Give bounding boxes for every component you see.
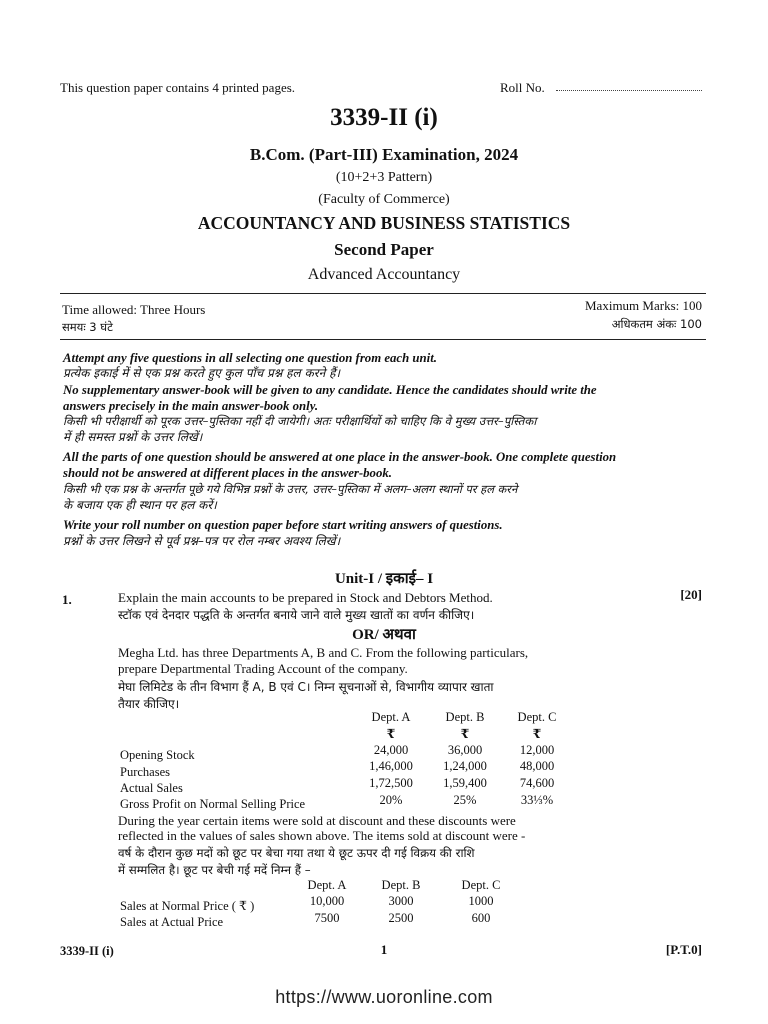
question-1-hindi: स्टॉक एवं देनदार पद्धति के अन्तर्गत बनाये जाने वाले मुख्य खातों का वर्णन कीजिए। — [118, 608, 475, 622]
max-marks-hindi: अधिकतम अंकः 100 — [611, 317, 702, 331]
table-cell: 2500 — [388, 911, 414, 925]
table-header-dept-b: Dept. B — [445, 710, 485, 724]
paper-code: 3339-II (i) — [330, 104, 438, 131]
paper-title: Advanced Accountancy — [307, 266, 461, 283]
instruction-1: Attempt any five questions in all selecting one question from each unit. — [63, 351, 437, 365]
table-cell: 1,59,400 — [443, 776, 487, 790]
instruction-3b: should not be answered at different places in the answer-book. — [63, 466, 392, 480]
question-2-text-a: Megha Ltd. has three Departments A, B and C. From the following particulars, — [118, 645, 529, 660]
paper-name: Second Paper — [334, 240, 434, 259]
table-cell: 74,600 — [519, 776, 555, 790]
question-1-text: Explain the main accounts to be prepared in Stock and Debtors Method. — [118, 590, 493, 605]
question-2-hindi-b: तैयार कीजिए। — [118, 697, 180, 711]
subject: ACCOUNTANCY AND BUSINESS STATISTICS — [197, 213, 571, 233]
table-row-label: Actual Sales — [120, 781, 183, 795]
website-url[interactable]: https://www.uoronline.com — [275, 987, 493, 1007]
discount-hindi-a: वर्ष के दौरान कुछ मदों को छूट पर बेचा गया तथा ये छूट ऊपर दी गई विक्रय की राशि — [118, 846, 475, 860]
page-number: 1 — [380, 942, 388, 957]
instruction-2-hindi-a: किसी भी परीक्षार्थी को पूरक उत्तर–पुस्तिका नहीं दी जायेगी। अतः परीक्षार्थियों को चाहिए कि वे मुख्य उत्तर–पुस्तिका — [63, 414, 537, 428]
table-cell: 1000 — [468, 894, 494, 908]
question-2-text-b: prepare Departmental Trading Account of the company. — [118, 661, 408, 676]
table-cell: 36,000 — [447, 743, 483, 757]
pages-note: This question paper contains 4 printed pages. — [60, 80, 296, 95]
pattern: (10+2+3 Pattern) — [335, 170, 433, 185]
max-marks: Maximum Marks: 100 — [585, 298, 702, 313]
table-cell: 24,000 — [373, 743, 409, 757]
table-cell: 48,000 — [519, 759, 555, 773]
table-row-label: Sales at Normal Price ( ₹ ) — [120, 899, 255, 913]
table-cell: 10,000 — [309, 894, 345, 908]
discount-text-a: During the year certain items were sold at discount and these discounts were — [118, 813, 516, 828]
instruction-1-hindi: प्रत्येक इकाई में से एक प्रश्न करते हुए कुल पाँच प्रश्न हल करने हैं। — [63, 366, 341, 380]
table-cell: 1,46,000 — [369, 759, 413, 773]
instruction-2b: answers precisely in the main answer-book only. — [63, 399, 319, 413]
table-cell: 3000 — [388, 894, 414, 908]
header-rule — [60, 293, 706, 294]
time-allowed: Time allowed: Three Hours — [62, 302, 206, 317]
question-1-marks: [20] — [680, 587, 702, 602]
instruction-4-hindi: प्रश्नों के उत्तर लिखने से पूर्व प्रश्न–पत्र पर रोल नम्बर अवश्य लिखें। — [63, 534, 341, 548]
discount-hindi-b: में सम्मलित है। छूट पर बेची गई मदें निम्न हैं – — [118, 863, 311, 877]
table-header-dept-a: Dept. A — [371, 710, 411, 724]
pto-marker: [P.T.0] — [665, 942, 702, 957]
table-cell: 12,000 — [519, 743, 555, 757]
faculty: (Faculty of Commerce) — [318, 192, 450, 207]
table-row-label: Opening Stock — [120, 748, 195, 762]
time-allowed-hindi: समयः 3 घंटे — [62, 320, 113, 334]
question-number: 1. — [62, 592, 72, 607]
table-row-label: Sales at Actual Price — [120, 915, 224, 929]
table-row-label: Gross Profit on Normal Selling Price — [120, 797, 306, 811]
instruction-3-hindi-b: के बजाय एक ही स्थान पर हल करें। — [63, 498, 217, 512]
table-cell: 25% — [453, 793, 477, 807]
table-cell: 600 — [471, 911, 491, 925]
instruction-3-hindi-a: किसी भी एक प्रश्न के अन्तर्गत पूछे गये विभिन्न प्रश्नों के उत्तर, उत्तर–पुस्तिका में अलग–अलग स्थानों पर हल करने — [63, 482, 518, 496]
instruction-2-hindi-b: में ही समस्त प्रश्नों के उत्तर लिखें। — [63, 430, 203, 444]
table-header-dept-c: Dept. C — [461, 878, 501, 892]
roll-no-blank — [556, 90, 702, 91]
unit-heading: Unit-I / इकाई– I — [334, 571, 434, 587]
or-separator: OR/ अथवा — [352, 627, 416, 643]
footer-paper-code: 3339-II (i) — [60, 944, 114, 958]
instruction-2a: No supplementary answer-book will be given to any candidate. Hence the candidates should write the — [63, 383, 597, 397]
table-cell: 33⅓% — [520, 793, 554, 807]
exam-title: B.Com. (Part-III) Examination, 2024 — [249, 145, 519, 164]
instructions-rule — [60, 339, 706, 340]
table-cell: 1,24,000 — [443, 759, 487, 773]
question-2-hindi-a: मेघा लिमिटेड के तीन विभाग हैं A, B एवं C। निम्न सूचनाओं से, विभागीय व्यापार खाता — [118, 680, 494, 694]
table-header-dept-c: Dept. C — [517, 710, 557, 724]
instruction-3a: All the parts of one question should be answered at one place in the answer-book. One complete question — [63, 450, 617, 464]
currency-symbol: ₹ — [386, 727, 396, 741]
table-header-dept-a: Dept. A — [307, 878, 347, 892]
discount-text-b: reflected in the values of sales shown above. The items sold at discount were - — [118, 828, 526, 843]
currency-symbol: ₹ — [532, 727, 542, 741]
table-cell: 7500 — [314, 911, 340, 925]
roll-no-label: Roll No. — [500, 80, 545, 95]
table-cell: 20% — [379, 793, 403, 807]
currency-symbol: ₹ — [460, 727, 470, 741]
instruction-4: Write your roll number on question paper before start writing answers of questions. — [63, 518, 503, 532]
table-row-label: Purchases — [120, 765, 170, 779]
table-header-dept-b: Dept. B — [381, 878, 421, 892]
table-cell: 1,72,500 — [369, 776, 413, 790]
